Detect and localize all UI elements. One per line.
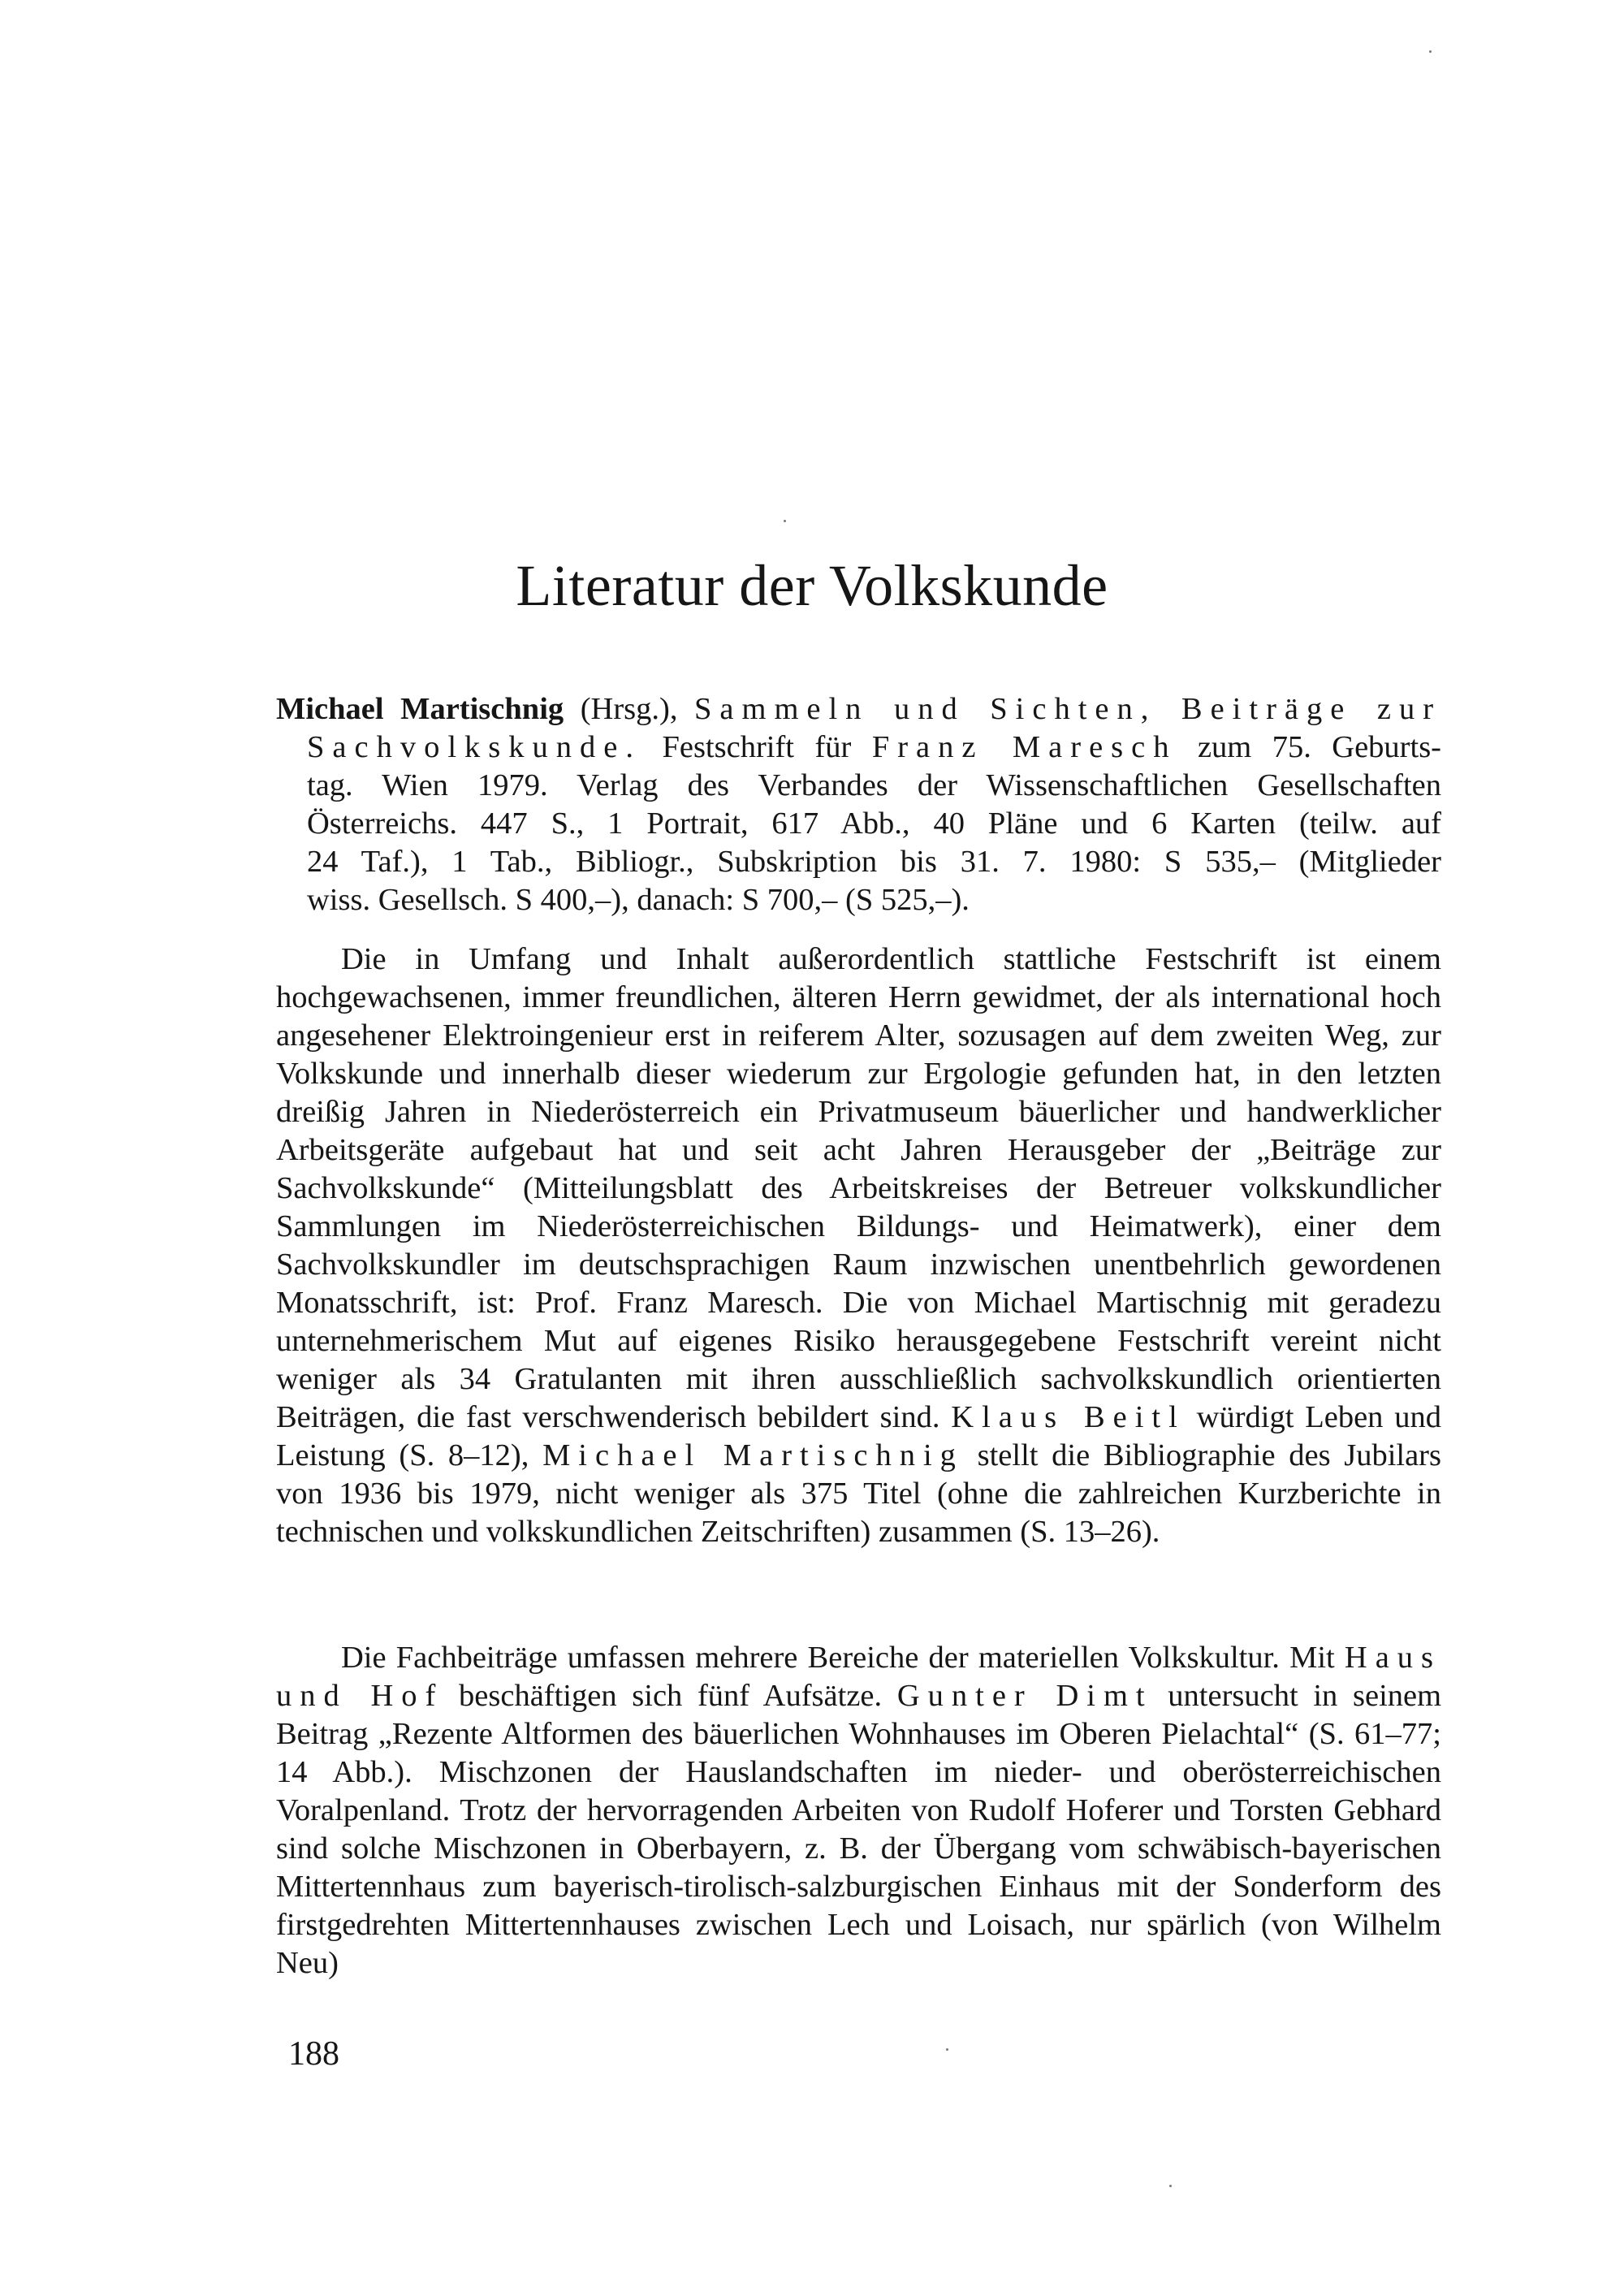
citation-book-title-cont: Sachvolkskunde. [307,730,641,764]
page-number: 188 [288,2035,339,2073]
review-body [276,940,1441,1551]
citation-line-2 [276,729,1441,767]
citation-book-title: Sammeln und Sichten, Beiträge zur [694,692,1442,726]
review-p1-text-c: stellt die Bibliographie des Jubilars von 1936 bis 1979, nicht weniger als 375 Titel (ohne die zahlreichen Kurzberichte in technischen und volkskundlichen Zeitschriften) zusammen (S. 13–26). [276,1438,1441,1549]
review-p2-text-b: beschäftigen sich fünf Aufsätze. [459,1679,883,1713]
review-p2-text-c: untersucht in seinem Beitrag „Rezente Altformen des bäuerlichen Wohnhauses im Oberen Pielachtal“ (S. 61–77; 14 Abb.). Mischzonen der Hauslandschaften im nieder- und oberösterreichischen Voralpenland. Trotz der hervorragenden Arbeiten von Rudolf Hoferer und Torsten Gebhard sind solche Mischzonen in Oberbayern, z. B. der Übergang vom schwäbisch-bayerischen Mittertennhaus zum bayerisch-tirolisch-salzburgischen Einhaus mit der Sonderform des firstgedrehten Mittertennhauses zwischen Lech und Loisach, nur spärlich (von Wilhelm Neu) [276,1679,1442,1980]
citation-occasion: zum 75. Geburts- [1197,730,1441,764]
review-body-continued [276,1639,1441,1983]
review-p1-name-martischnig: Michael Martischnig [542,1438,964,1472]
citation-line-5: 24 Taf.), 1 Tab., Bibliogr., Subskription bis 31. 7. 1980: S 535,– (Mitglieder [307,845,1441,879]
review-p1-name-beitl: Klaus Beitl [951,1400,1186,1434]
citation-festschrift-label: Festschrift für [662,730,852,764]
review-paragraph-1 [276,940,1441,1551]
citation-honoree: Franz Maresch [871,730,1177,764]
citation-line-1 [276,690,1441,729]
citation-author: Michael Martischnig [276,692,564,726]
review-paragraph-2 [276,1639,1441,1983]
bibliographic-citation [276,690,1441,919]
review-p1-text-a: Die in Umfang und Inhalt außerordentlich stattliche Festschrift ist einem hochgewachsenen, immer freundlichen, älteren Herrn gewidmet, der als international hoch angesehener Elektroingenieur erst in reiferem Alter, sozusagen auf dem zweiten Weg, zur Volkskunde und innerhalb dieser wiederum zur Ergologie gefunden hat, in den letzten dreißig Jahren in Niederösterreich ein Privatmuseum bäuerlicher und handwerklicher Arbeitsgeräte aufgebaut hat und seit acht Jahren Herausgeber der „Beiträge zur Sachvolkskunde“ (Mitteilungsblatt des Arbeitskreises der Betreuer volkskundlicher Sammlungen im Niederösterreichischen Bildungs- und Heimatwerk), einer dem Sachvolkskundler im deutschsprachigen Raum inzwischen unentbehrlich gewordenen Monatsschrift, ist: Prof. Franz Maresch. Die von Michael Martischnig mit geradezu unternehmerischem Mut auf eigenes Risiko herausgegebene Festschrift vereint nicht weniger als 34 Gratulanten mit ihren ausschließlich sachvolkskundlich orientierten Beiträgen, die fast verschwenderisch bebildert sind. [276,942,1441,1434]
page-title: Literatur der Volkskunde [516,553,1108,618]
scan-speck [784,520,786,522]
review-p2-text-a: Die Fachbeiträge umfassen mehrere Bereiche der materiellen Volkskultur. Mit [341,1641,1335,1675]
review-p2-topic: Haus und Hof [276,1641,1442,1713]
scan-speck [1429,50,1432,53]
scan-speck [946,2048,948,2051]
review-p2-name-dimt: Gunter Dimt [896,1679,1153,1713]
review-p1-text-b: würdigt Leben und Leistung (S. 8–12), [276,1400,1442,1472]
citation-line-6: wiss. Gesellsch. S 400,–), danach: S 700,– (S 525,–). [307,883,970,917]
citation-line-3: tag. Wien 1979. Verlag des Verbandes der Wissenschaftlichen Gesellschaften [307,768,1441,802]
scan-speck [1169,2185,1172,2187]
citation-editor-note: (Hrsg.), [580,692,678,726]
citation-line-4: Österreichs. 447 S., 1 Portrait, 617 Abb., 40 Pläne und 6 Karten (teilw. auf [307,806,1441,841]
